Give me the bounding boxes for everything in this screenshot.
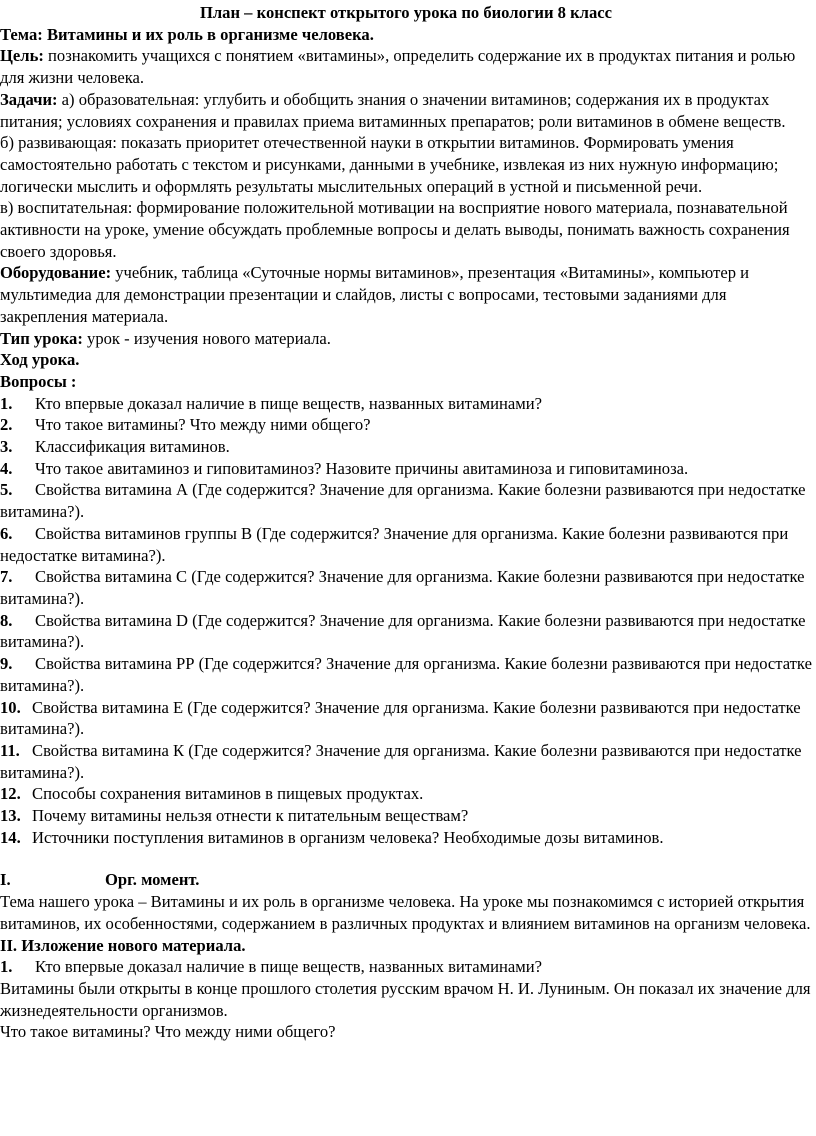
spacer <box>0 848 812 869</box>
question-number: 2. <box>0 415 13 435</box>
question-text: Свойства витамина Е (Где содержится? Значение для организма. Какие болезни развиваются при недостатке витамина?). <box>0 697 801 739</box>
question-text: Почему витамины нельзя отнести к питательным веществам? <box>32 806 469 826</box>
question-number: 6. <box>0 523 13 543</box>
section1-roman: I. <box>0 870 11 890</box>
tasks-label: Задачи: <box>0 89 58 109</box>
section1-text: Тема нашего урока – Витамины и их роль в организме человека. На уроке мы познакомимся с историей открытия витаминов, их особенностями, содержанием в различных продуктах и влиянием витаминов на организм человека. <box>0 892 811 933</box>
question-text: Кто впервые доказал наличие в пище веществ, названных витаминами? <box>35 957 542 977</box>
question-number: 13. <box>0 806 21 826</box>
list-item <box>0 697 812 740</box>
document-title: План – конспект открытого урока по биологии 8 класс <box>199 3 613 22</box>
question-number: 7. <box>0 567 13 587</box>
question-text: Что такое авитаминоз и гиповитаминоз? Назовите причины авитаминоза и гиповитаминоза. <box>35 458 689 478</box>
question-text: Свойства витамина К (Где содержится? Значение для организма. Какие болезни развиваются при недостатке витамина?). <box>0 740 802 782</box>
list-item <box>0 523 812 566</box>
question-text: Свойства витаминов группы В (Где содержится? Значение для организма. Какие болезни развиваются при недостатке витамина?). <box>0 523 789 565</box>
question-number: 3. <box>0 437 13 457</box>
equipment-paragraph <box>0 262 812 327</box>
question-number: 9. <box>0 654 13 674</box>
question-number: 14. <box>0 827 21 847</box>
section1-title: Орг. момент. <box>105 870 200 890</box>
goal-paragraph <box>0 45 812 88</box>
section2-next-question: Что такое витамины? Что между ними общего? <box>0 1022 336 1042</box>
question-text: Что такое витамины? Что между ними общего? <box>35 415 371 435</box>
question-number: 10. <box>0 697 21 717</box>
list-item <box>0 393 812 415</box>
question-number: 1. <box>0 957 13 977</box>
list-item <box>0 479 812 522</box>
question-text: Свойства витамина С (Где содержится? Значение для организма. Какие болезни развиваются при недостатке витамина?). <box>0 567 805 608</box>
list-item <box>0 414 812 436</box>
lesson-type-paragraph <box>0 328 812 350</box>
lesson-type-text: урок - изучения нового материала. <box>82 328 331 348</box>
tasks-upbringing: в) воспитательная: формирование положительной мотивации на восприятие нового материала, познавательной активности на уроке, умение обсуждать проблемные вопросы и делать выводы, понимать важность сохранения своего здоровья. <box>0 198 790 261</box>
list-item <box>0 566 812 609</box>
topic-label: Тема: <box>0 24 47 44</box>
goal-label: Цель: <box>0 46 44 66</box>
question-text: Источники поступления витаминов в организм человека? Необходимые дозы витаминов. <box>32 827 664 847</box>
list-item <box>0 783 812 805</box>
section2-answer: Витамины были открыты в конце прошлого столетия русским врачом Н. И. Луниным. Он показал их значение для жизнедеятельности организмов. <box>0 978 811 1020</box>
question-text: Способы сохранения витаминов в пищевых продуктах. <box>32 784 424 804</box>
question-text: Свойства витамина А (Где содержится? Значение для организма. Какие болезни развиваются при недостатке витамина?). <box>0 480 806 522</box>
list-item <box>0 653 812 696</box>
equipment-text: учебник, таблица «Суточные нормы витаминов», презентация «Витамины», компьютер и мультимедиа для демонстрации презентации и слайдов, листы с вопросами, тестовыми заданиями для закрепления материала. <box>0 263 750 326</box>
question-number: 12. <box>0 784 21 804</box>
topic-text: Витамины и их роль в организме человека. <box>46 24 374 44</box>
question-text: Кто впервые доказал наличие в пище веществ, названных витаминами? <box>35 393 542 413</box>
section1-heading <box>0 869 812 891</box>
list-item <box>0 458 812 480</box>
list-item <box>0 610 812 653</box>
equipment-label: Оборудование: <box>0 263 112 283</box>
question-text: Свойства витамина РР (Где содержится? Значение для организма. Какие болезни развиваются при недостатке витамина?). <box>0 654 812 695</box>
question-number: 5. <box>0 480 13 500</box>
lesson-type-label: Тип урока: <box>0 328 83 348</box>
question-number: 11. <box>0 740 20 760</box>
list-item <box>0 740 812 783</box>
question-text: Классификация витаминов. <box>35 437 230 457</box>
section2-question <box>0 956 812 978</box>
questions-list <box>0 393 812 849</box>
questions-heading: Вопросы : <box>0 371 77 391</box>
list-item <box>0 805 812 827</box>
tasks-educational: а) образовательная: углубить и обобщить знания о значении витаминов; содержания их в продуктах питания; условиях сохранения и правилах приема витаминных препаратов; роли витаминов в обмене веществ. <box>0 89 786 131</box>
list-item <box>0 436 812 458</box>
topic-paragraph <box>0 24 812 46</box>
goal-text: познакомить учащихся с понятием «витамины», определить содержание их в продуктах питания и ролью для жизни человека. <box>0 46 796 88</box>
list-item <box>0 827 812 849</box>
question-text: Свойства витамина D (Где содержится? Значение для организма. Какие болезни развиваются при недостатке витамина?). <box>0 610 806 652</box>
question-number: 4. <box>0 458 13 478</box>
course-heading: Ход урока. <box>0 350 80 370</box>
question-number: 8. <box>0 610 13 630</box>
tasks-paragraph <box>0 89 812 132</box>
tasks-developmental: б) развивающая: показать приоритет отечественной науки в открытии витаминов. Формировать умения самостоятельно работать с текстом и рисунками, данными в учебнике, извлекая из них нужную информацию; логически мыслить и оформлять результаты мыслительных операций в устной и письменной речи. <box>0 133 779 196</box>
section2-heading: II. Изложение нового материала. <box>0 935 246 955</box>
question-number: 1. <box>0 393 13 413</box>
